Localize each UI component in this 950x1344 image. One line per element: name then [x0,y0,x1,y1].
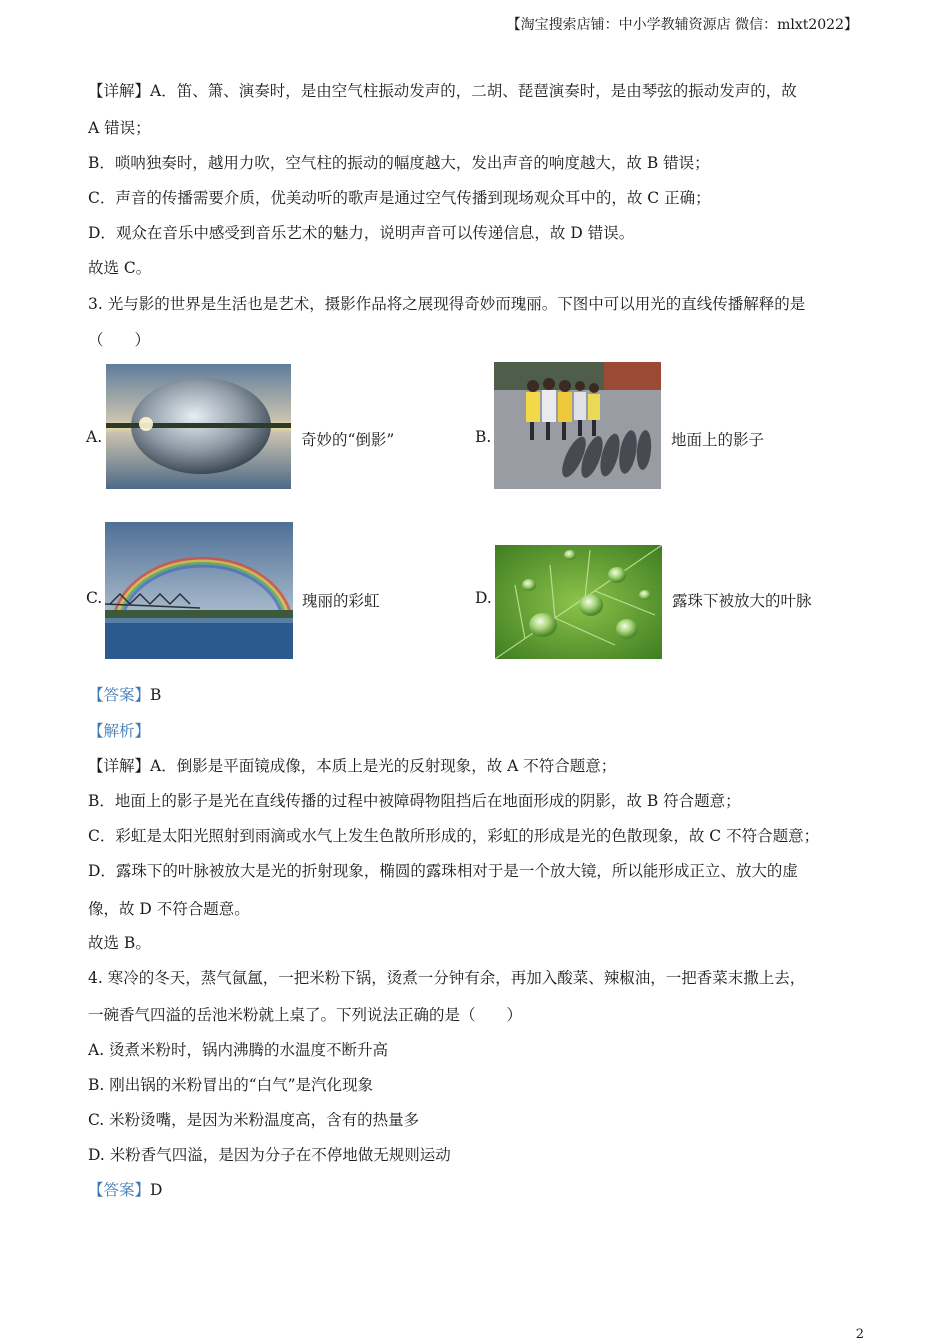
page-number: 2 [855,1327,864,1342]
detail-tag: 【详解】 [88,82,151,100]
option-d-label: D. [475,589,492,607]
q2-detail-line-2: A 错误； [88,119,151,137]
q3-detail-line-4: D．露珠下的叶脉被放大是光的折射现象，椭圆的露珠相对于是一个放大镜，所以能形成正立、放大的虚 [88,862,798,880]
option-a-image-reflection [106,364,291,489]
page-header: 【淘宝搜索店铺：中小学教辅资源店 微信：mlxt2022】 [506,17,858,33]
q4-option-d: D. 米粉香气四溢，是因为分子在不停地做无规则运动 [88,1146,451,1164]
q4-stem-line-2: 一碗香气四溢的岳池米粉就上桌了。下列说法正确的是（ ） [88,1006,523,1024]
q2-conclusion: 故选 C。 [88,259,152,277]
q2-detail-line-1: 【详解】A．笛、箫、演奏时，是由空气柱振动发声的，二胡、琵琶演奏时，是由琴弦的振动发声的，故 [88,82,797,100]
option-d-caption: 露珠下被放大的叶脉 [672,592,812,610]
answer-tag: 【答案】 [88,686,151,704]
q3-analysis-tag: 【解析】 [88,722,151,740]
answer-tag: 【答案】 [88,1181,151,1199]
q4-option-b: B. 刚出锅的米粉冒出的“白气”是汽化现象 [88,1076,374,1094]
q2-detail-line-4: C．声音的传播需要介质，优美动听的歌声是通过空气传播到现场观众耳中的，故 C 正确； [88,189,711,207]
q3-answer: 【答案】B [88,686,162,704]
q2-detail-line-5: D．观众在音乐中感受到音乐艺术的魅力，说明声音可以传递信息，故 D 错误。 [88,224,635,242]
q4-stem-line-1: 4. 寒冷的冬天，蒸气氤氲，一把米粉下锅，烫煮一分钟有余，再加入酸菜、辣椒油，一把香菜末撒上去， [88,969,806,987]
option-b-label: B. [475,428,492,446]
q4-option-c: C. 米粉烫嘴，是因为米粉温度高，含有的热量多 [88,1111,420,1129]
detail-tag: 【详解】 [88,757,151,775]
q3-conclusion: 故选 B。 [88,934,151,952]
option-c-caption: 瑰丽的彩虹 [302,592,380,610]
option-b-image-shadows [494,362,661,489]
q2-detail-line-3: B．唢呐独奏时，越用力吹，空气柱的振动的幅度越大，发出声音的响度越大，故 B 错误； [88,154,710,172]
q3-detail-line-3: C．彩虹是太阳光照射到雨滴或水气上发生色散所形成的，彩虹的形成是光的色散现象，故 C 不符合题意； [88,827,820,845]
q4-option-a: A. 烫煮米粉时，锅内沸腾的水温度不断升高 [88,1041,389,1059]
q3-stem-line-1: 3. 光与影的世界是生活也是艺术，摄影作品将之展现得奇妙而瑰丽。下图中可以用光的直线传播解释的是 [88,295,806,313]
option-b-caption: 地面上的影子 [671,431,765,449]
option-c-image-rainbow [105,522,293,659]
q3-detail-line-5: 像，故 D 不符合题意。 [88,900,250,918]
option-d-image-dewdrops [495,545,662,659]
option-c-label: C. [86,589,103,607]
q4-answer: 【答案】D [88,1181,163,1199]
q3-detail-line-2: B．地面上的影子是光在直线传播的过程中被障碍物阻挡后在地面形成的阴影，故 B 符合题意； [88,792,741,810]
q3-stem-line-2: （ ） [88,331,151,349]
option-a-caption: 奇妙的“倒影” [301,431,395,449]
q3-detail-line-1: 【详解】A．倒影是平面镜成像，本质上是光的反射现象，故 A 不符合题意； [88,757,617,775]
option-a-label: A. [86,428,103,446]
